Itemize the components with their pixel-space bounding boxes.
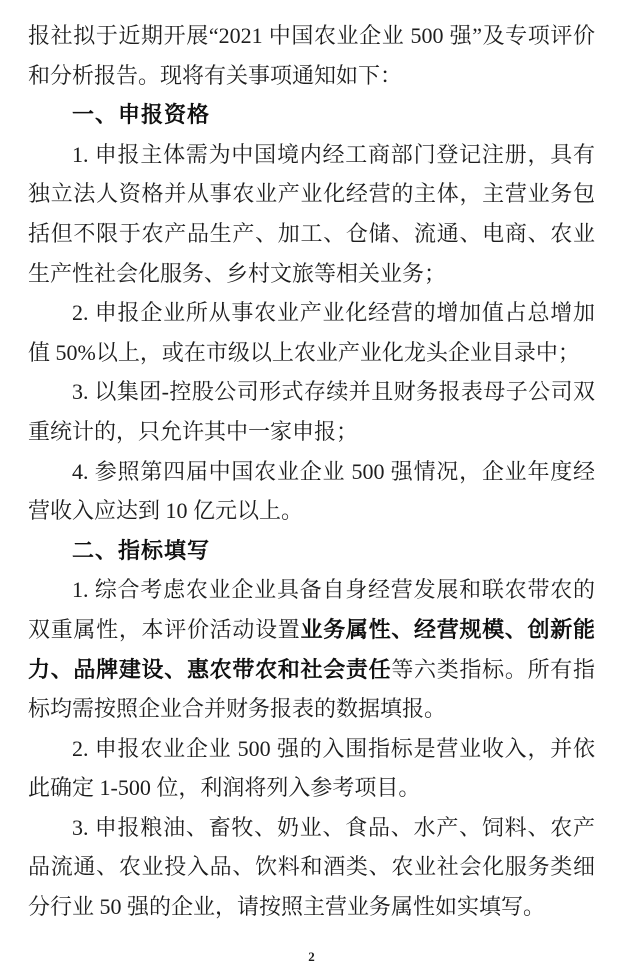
section-1-paragraph-2: 2. 申报企业所从事农业产业化经营的增加值占总增加值 50%以上，或在市级以上农业产业化龙头企业目录中； <box>28 300 595 365</box>
section-1-heading: 一、申报资格 <box>72 102 211 128</box>
section-2-heading: 二、指标填写 <box>72 537 211 563</box>
section-2-paragraph-2: 2. 申报农业企业 500 强的入围指标是营业收入，并依此确定 1-500 位，利润将列入参考项目。 <box>28 735 595 801</box>
intro-paragraph: 报社拟于近期开展“2021 中国农业企业 500 强”及专项评价和分析报告。现将有关事项通知如下： <box>28 23 595 88</box>
section-2-paragraph-3: 3. 申报粮油、畜牧、奶业、食品、水产、饲料、农产品流通、农业投入品、饮料和酒类、农业社会化服务类细分行业 50 强的企业，请按照主营业务属性如实填写。 <box>28 814 595 920</box>
paragraph-text-before-emphasis: 1. 综合考虑农业企业具备自身经营发展和联农带农的双重属性，本评价活动设置 <box>28 577 595 642</box>
document-body <box>28 16 595 927</box>
section-1-paragraph-1: 1. 申报主体需为中国境内经工商部门登记注册，具有独立法人资格并从事农业产业化经营的主体，主营业务包括但不限于农产品生产、加工、仓储、流通、电商、农业生产性社会化服务、乡村文旅等相关业务； <box>28 141 595 286</box>
emphasized-indicator-categories: 业务属性、经营规模、创新能力、品牌建设、惠农带农和社会责任 <box>28 616 595 682</box>
section-1-paragraph-3: 3. 以集团-控股公司形式存续并且财务报表母子公司双重统计的，只允许其中一家申报； <box>28 379 595 444</box>
section-1-paragraph-4: 4. 参照第四届中国农业企业 500 强情况，企业年度经营收入应达到 10 亿元以上。 <box>28 458 595 524</box>
section-2-paragraph-1 <box>28 570 595 728</box>
page-number: 2 <box>308 949 315 964</box>
paragraph-text-after-emphasis: 等六类指标。所有指标均需按照企业合并财务报表的数据填报。 <box>28 656 595 722</box>
